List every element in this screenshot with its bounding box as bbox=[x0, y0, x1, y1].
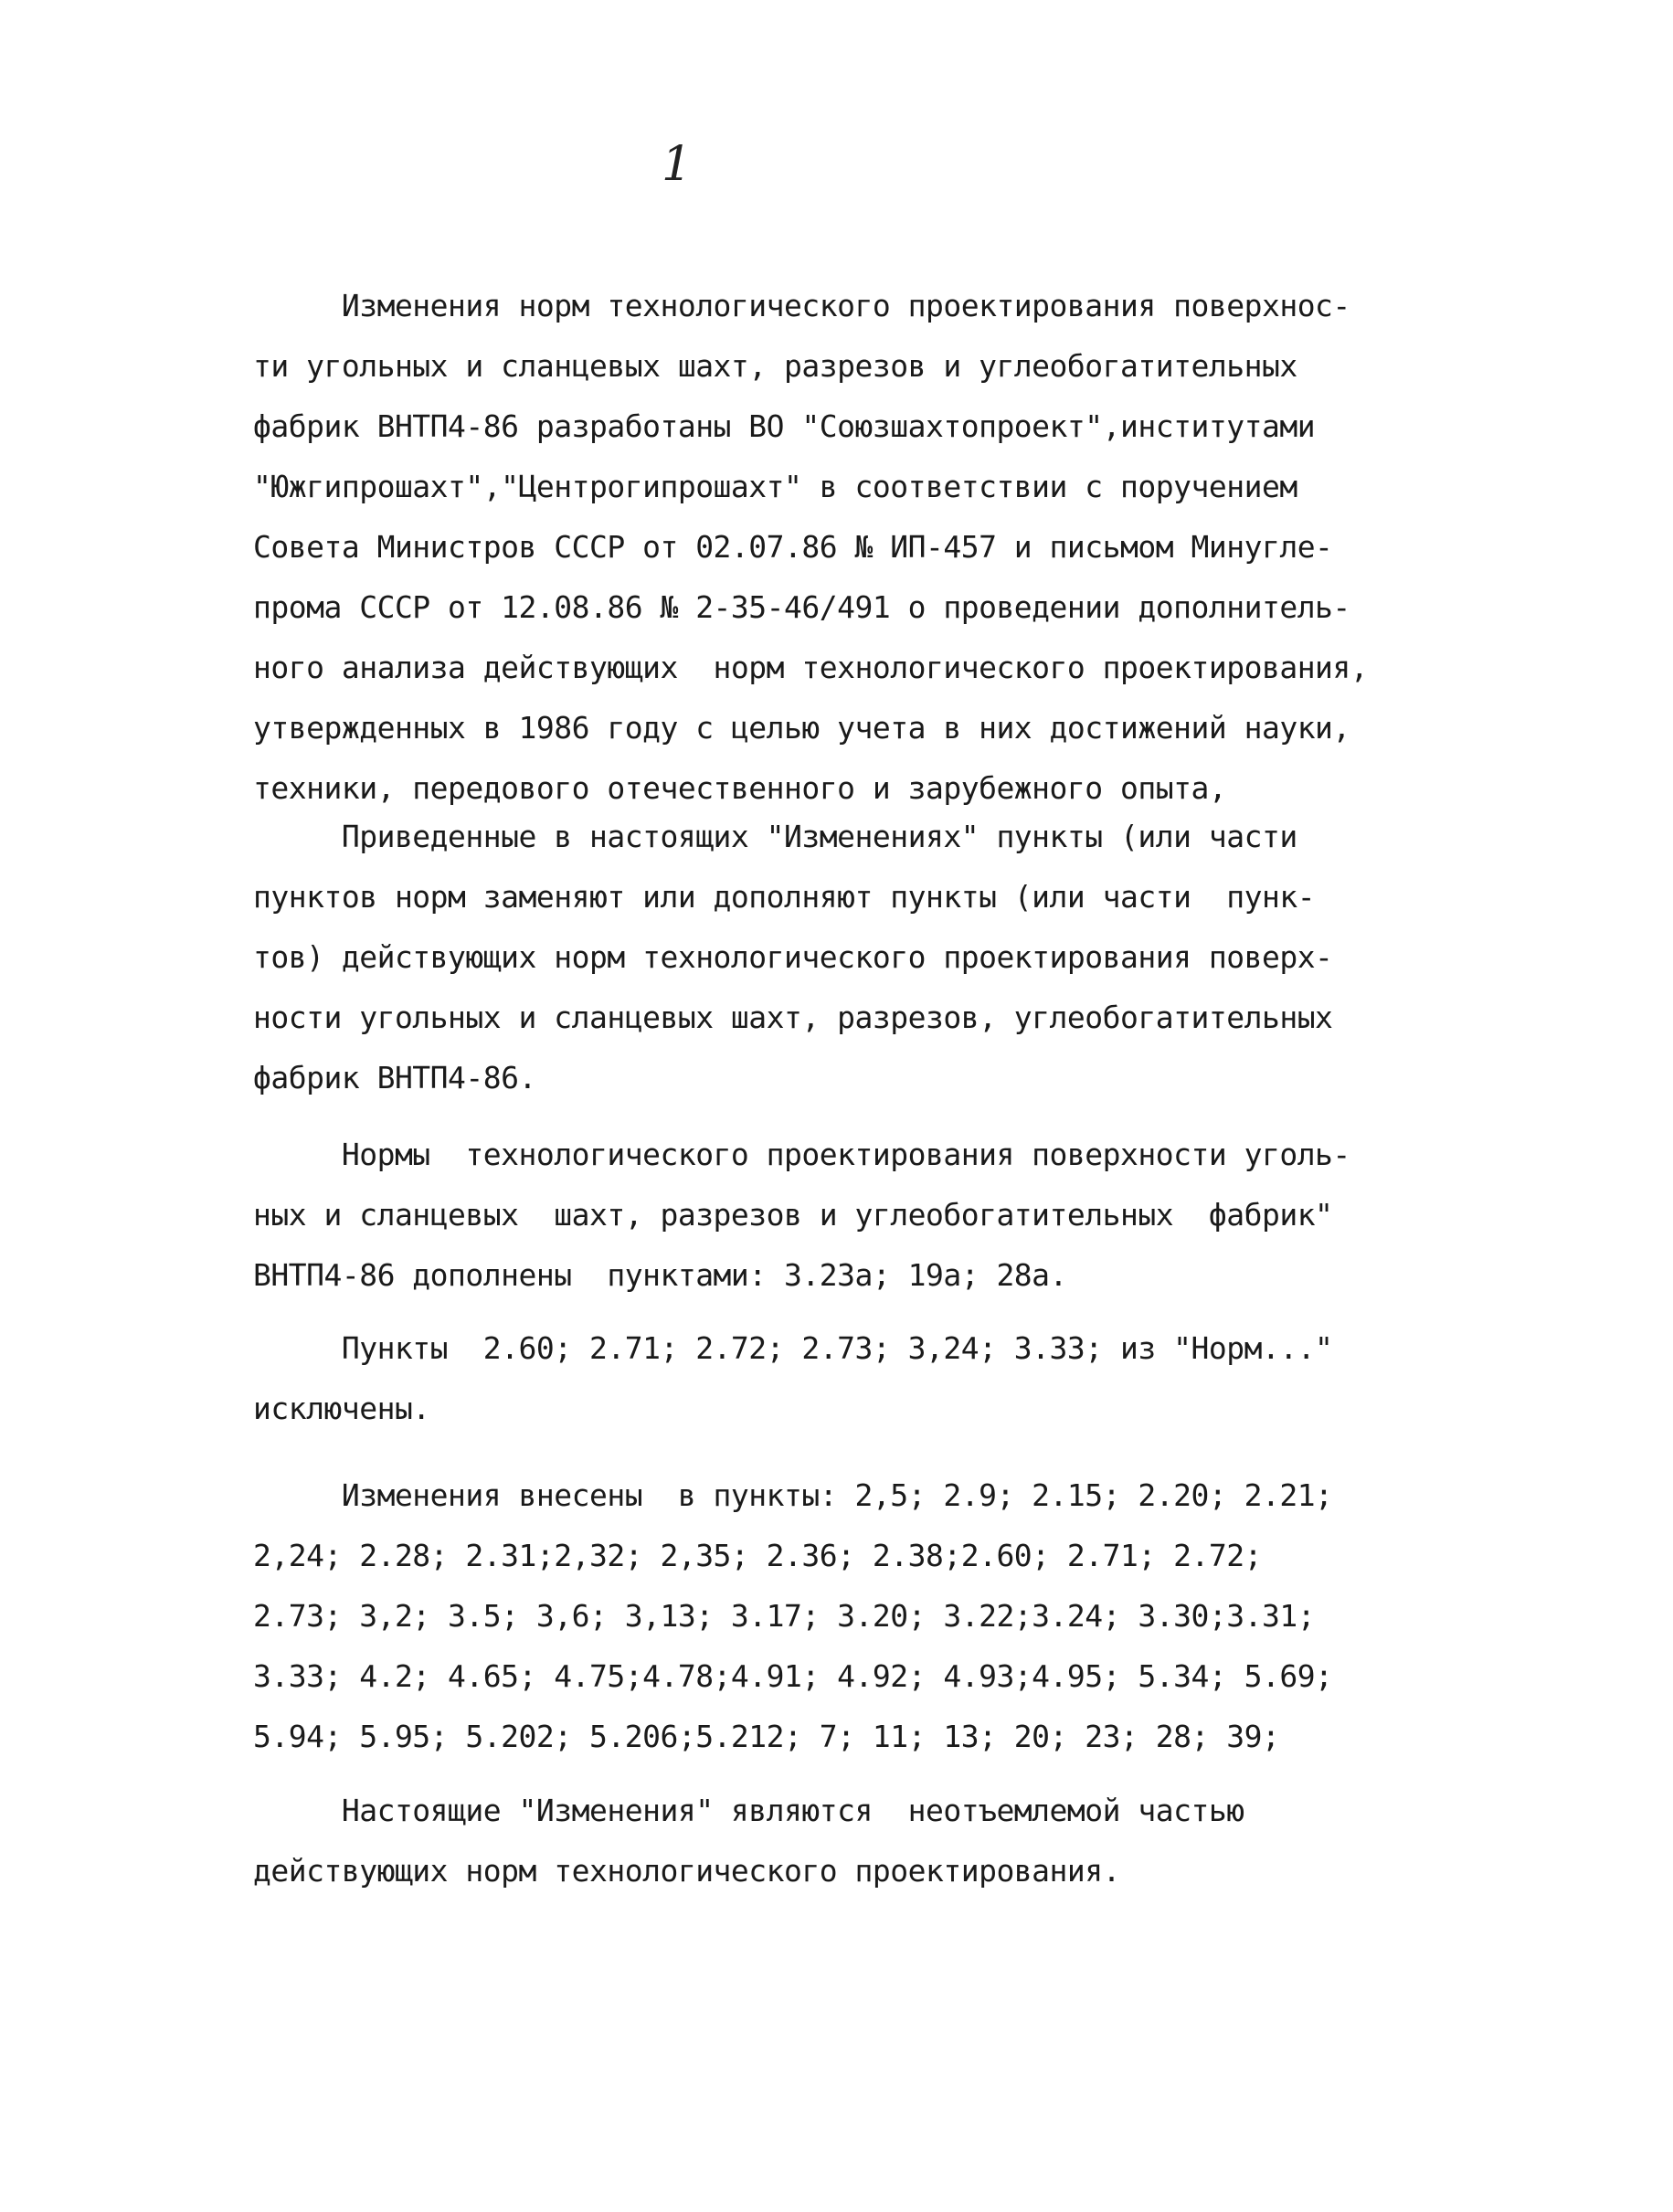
text-line: прома СССР от 12.08.86 № 2-35-46/491 о проведении дополнитель- bbox=[253, 589, 1350, 625]
text-line: фабрик ВНТП4-86. bbox=[253, 1060, 536, 1095]
paragraph-replacement bbox=[253, 807, 1441, 1108]
page-number: 1 bbox=[662, 137, 693, 192]
text-line: ности угольных и сланцевых шахт, разрезов, углеобогатительных bbox=[253, 1000, 1333, 1035]
text-line: действующих норм технологического проектирования. bbox=[253, 1853, 1121, 1889]
text-line: тов) действующих норм технологического проектирования поверх- bbox=[253, 939, 1333, 975]
text-line: 2.73; 3,2; 3.5; 3,6; 3,13; 3.17; 3.20; 3.22;3.24; 3.30;3.31; bbox=[253, 1598, 1316, 1634]
text-line: ти угольных и сланцевых шахт, разрезов и углеобогатительных bbox=[253, 348, 1297, 384]
paragraph-conclusion bbox=[253, 1781, 1441, 1901]
text-line: 5.94; 5.95; 5.202; 5.206;5.212; 7; 11; 13; 20; 23; 28; 39; bbox=[253, 1719, 1280, 1754]
text-line: утвержденных в 1986 году с целью учета в них достижений науки, bbox=[253, 710, 1350, 746]
text-line: Приведенные в настоящих "Изменениях" пункты (или части bbox=[253, 819, 1297, 854]
text-line: "Южгипрошахт","Центрогипрошахт" в соответствии с поручением bbox=[253, 469, 1297, 504]
text-line: фабрик ВНТП4-86 разработаны ВО "Союзшахтопроект",институтами bbox=[253, 408, 1316, 444]
text-line: пунктов норм заменяют или дополняют пункты (или части пунк- bbox=[253, 879, 1316, 915]
paragraph-intro bbox=[253, 276, 1441, 819]
paragraph-changes bbox=[253, 1466, 1441, 1767]
text-line: техники, передового отечественного и зарубежного опыта, bbox=[253, 770, 1227, 806]
text-line: Изменения норм технологического проектирования поверхнос- bbox=[253, 288, 1350, 323]
text-line: ВНТП4-86 дополнены пунктами: 3.23а; 19а; 28а. bbox=[253, 1257, 1067, 1293]
text-line: Изменения внесены в пункты: 2,5; 2.9; 2.15; 2.20; 2.21; bbox=[253, 1477, 1333, 1513]
paragraph-additions bbox=[253, 1125, 1441, 1306]
text-line: Настоящие "Изменения" являются неотъемлемой частью bbox=[253, 1793, 1244, 1828]
text-line: Совета Министров СССР от 02.07.86 № ИП-457 и письмом Минугле- bbox=[253, 529, 1333, 565]
text-line: Пункты 2.60; 2.71; 2.72; 2.73; 3,24; 3.33; из "Норм..." bbox=[253, 1330, 1333, 1366]
text-line: исключены. bbox=[253, 1391, 430, 1426]
text-line: 3.33; 4.2; 4.65; 4.75;4.78;4.91; 4.92; 4.93;4.95; 5.34; 5.69; bbox=[253, 1658, 1333, 1694]
text-line: Нормы технологического проектирования поверхности уголь- bbox=[253, 1137, 1350, 1172]
text-line: ного анализа действующих норм технологического проектирования, bbox=[253, 650, 1369, 685]
paragraph-excluded bbox=[253, 1318, 1441, 1439]
text-line: ных и сланцевых шахт, разрезов и углеобогатительных фабрик" bbox=[253, 1197, 1333, 1233]
text-line: 2,24; 2.28; 2.31;2,32; 2,35; 2.36; 2.38;2.60; 2.71; 2.72; bbox=[253, 1538, 1262, 1573]
